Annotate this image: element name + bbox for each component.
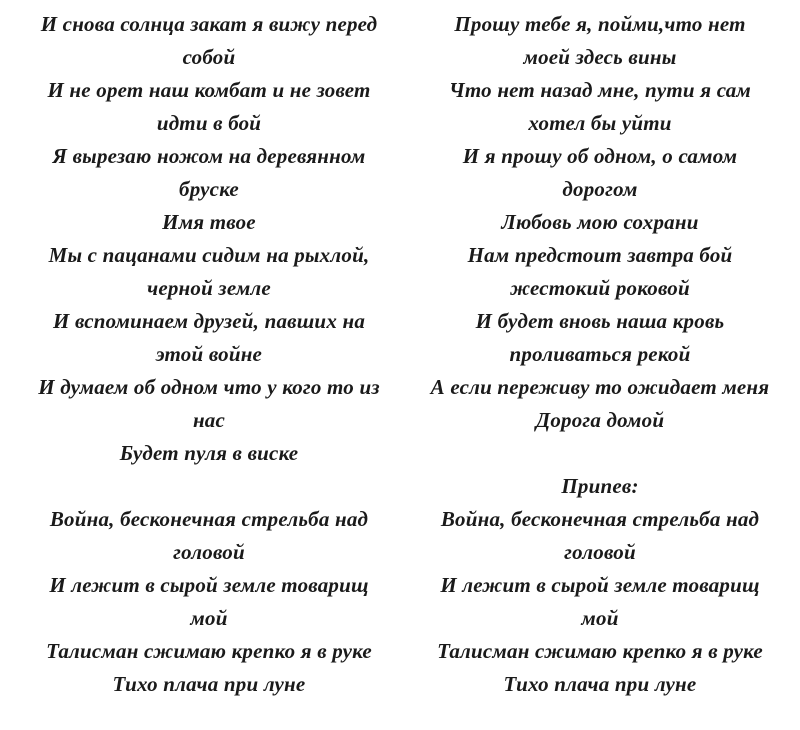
left-column xyxy=(14,8,404,701)
right-column xyxy=(405,8,795,701)
lyric-line: Дорога домой xyxy=(535,408,665,432)
lyric-line: нас xyxy=(192,408,226,432)
lyric-line: жестокий роковой xyxy=(510,276,690,300)
chorus-line: Талисман сжимаю крепко я в руке xyxy=(437,639,763,663)
lyric-line: Имя твое xyxy=(162,210,256,234)
stanza-gap xyxy=(405,437,795,470)
lyric-line: И снова солнца закат я вижу перед xyxy=(40,12,378,36)
chorus-line: мой xyxy=(190,606,228,630)
lyric-line: Прошу тебе я, пойми,что нет xyxy=(454,12,746,36)
stanza-gap xyxy=(14,470,404,503)
lyric-line: черной земле xyxy=(147,276,271,300)
chorus-line: Война, бесконечная стрельба над xyxy=(440,507,760,531)
lyric-line: Будет пуля в виске xyxy=(119,441,299,465)
chorus-line: головой xyxy=(173,540,245,564)
lyric-line: И не орет наш комбат и не зовет xyxy=(47,78,371,102)
lyric-line: хотел бы уйти xyxy=(528,111,672,135)
lyric-line: А если переживу то ожидает меня xyxy=(430,375,770,399)
lyric-line: Мы с пацанами сидим на рыхлой, xyxy=(48,243,370,267)
lyric-line: И я прошу об одном, о самом xyxy=(462,144,738,168)
chorus-line: Тихо плача при луне xyxy=(503,672,697,696)
lyric-line: собой xyxy=(182,45,236,69)
lyric-line: И будет вновь наша кровь xyxy=(475,309,725,333)
lyric-line: И вспоминаем друзей, павших на xyxy=(52,309,366,333)
chorus-line: Тихо плача при луне xyxy=(112,672,306,696)
lyric-line: проливаться рекой xyxy=(509,342,691,366)
lyric-line: дорогом xyxy=(562,177,638,201)
lyric-line: моей здесь вины xyxy=(523,45,677,69)
chorus-line: мой xyxy=(581,606,619,630)
lyric-line: Нам предстоит завтра бой xyxy=(467,243,733,267)
lyric-line: И думаем об одном что у кого то из xyxy=(38,375,380,399)
lyric-line: Я вырезаю ножом на деревянном xyxy=(52,144,366,168)
lyric-line: бруске xyxy=(179,177,239,201)
lyric-line: этой войне xyxy=(155,342,263,366)
chorus-line: И лежит в сырой земле товарищ xyxy=(49,573,369,597)
chorus-line: Война, бесконечная стрельба над xyxy=(49,507,369,531)
lyric-line: идти в бой xyxy=(156,111,262,135)
lyric-line: Любовь мою сохрани xyxy=(501,210,699,234)
chorus-line: И лежит в сырой земле товарищ xyxy=(440,573,760,597)
chorus-line: Талисман сжимаю крепко я в руке xyxy=(46,639,372,663)
lyric-line: Что нет назад мне, пути я сам xyxy=(449,78,751,102)
chorus-label: Припев: xyxy=(561,474,639,498)
chorus-line: головой xyxy=(564,540,636,564)
